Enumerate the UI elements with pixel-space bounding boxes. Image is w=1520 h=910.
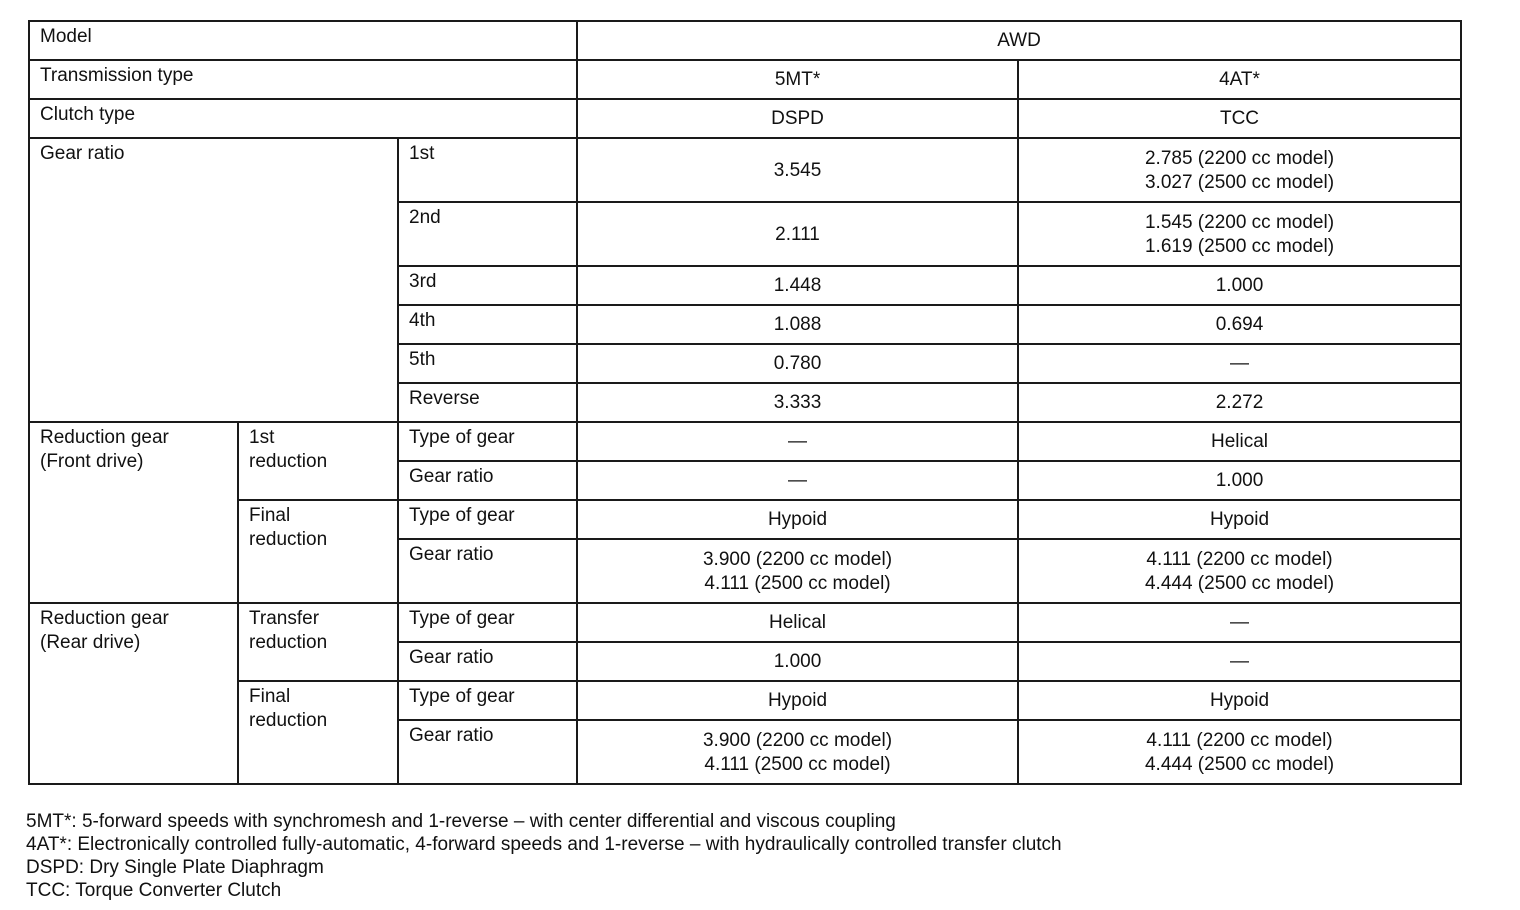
front-first-type-mt: — — [577, 422, 1018, 461]
gear-ratio-label: Gear ratio — [29, 138, 398, 422]
gear-name: 4th — [398, 305, 577, 344]
gear-name: 2nd — [398, 202, 577, 266]
gear-name: Reverse — [398, 383, 577, 422]
type-of-gear-label: Type of gear — [398, 422, 577, 461]
rear-transfer-type-row — [29, 603, 1461, 642]
front-final-reduction-label: Final reduction — [238, 500, 398, 603]
model-row — [29, 21, 1461, 60]
gear-row — [29, 138, 1461, 202]
gear-name: 1st — [398, 138, 577, 202]
rear-final-type-row — [29, 681, 1461, 720]
rear-final-ratio-at: 4.111 (2200 cc model) 4.444 (2500 cc model) — [1018, 720, 1461, 784]
gear-at-value: 2.272 — [1018, 383, 1461, 422]
rear-final-ratio-mt: 3.900 (2200 cc model) 4.111 (2500 cc model) — [577, 720, 1018, 784]
clutch-mt: DSPD — [577, 99, 1018, 138]
front-final-ratio-at: 4.111 (2200 cc model) 4.444 (2500 cc model) — [1018, 539, 1461, 603]
gear-mt-value: 1.088 — [577, 305, 1018, 344]
gear-ratio-sub-label: Gear ratio — [398, 642, 577, 681]
footnote-4at: 4AT*: Electronically controlled fully-automatic, 4-forward speeds and 1-reverse – with hydraulically controlled transfer clutch — [26, 834, 1062, 855]
gear-mt-value: 3.333 — [577, 383, 1018, 422]
rear-transfer-type-at: — — [1018, 603, 1461, 642]
footnote-tcc: TCC: Torque Converter Clutch — [26, 880, 282, 901]
transmission-mt: 5MT* — [577, 60, 1018, 99]
gear-at-value: 0.694 — [1018, 305, 1461, 344]
transmission-label: Transmission type — [29, 60, 577, 99]
rear-transfer-ratio-mt: 1.000 — [577, 642, 1018, 681]
rear-final-reduction-label: Final reduction — [238, 681, 398, 784]
front-first-ratio-mt: — — [577, 461, 1018, 500]
footnote-5mt: 5MT*: 5-forward speeds with synchromesh and 1-reverse – with center differential and viscous coupling — [26, 811, 896, 832]
clutch-row — [29, 99, 1461, 138]
type-of-gear-label: Type of gear — [398, 681, 577, 720]
footnote-dspd: DSPD: Dry Single Plate Diaphragm — [26, 857, 324, 878]
gear-at-value: — — [1018, 344, 1461, 383]
gear-mt-value: 0.780 — [577, 344, 1018, 383]
gear-name: 5th — [398, 344, 577, 383]
gear-at-value: 2.785 (2200 cc model) 3.027 (2500 cc model) — [1018, 138, 1461, 202]
rear-transfer-reduction-label: Transfer reduction — [238, 603, 398, 681]
clutch-at: TCC — [1018, 99, 1461, 138]
model-label: Model — [29, 21, 577, 60]
spec-table — [28, 20, 1462, 785]
front-final-ratio-mt: 3.900 (2200 cc model) 4.111 (2500 cc model) — [577, 539, 1018, 603]
front-final-type-at: Hypoid — [1018, 500, 1461, 539]
front-final-type-row — [29, 500, 1461, 539]
clutch-label: Clutch type — [29, 99, 577, 138]
gear-ratio-sub-label: Gear ratio — [398, 539, 577, 603]
footnotes — [26, 810, 1062, 902]
front-first-type-at: Helical — [1018, 422, 1461, 461]
front-final-type-mt: Hypoid — [577, 500, 1018, 539]
rear-final-type-at: Hypoid — [1018, 681, 1461, 720]
front-first-reduction-label: 1st reduction — [238, 422, 398, 500]
rear-drive-label: Reduction gear (Rear drive) — [29, 603, 238, 784]
gear-mt-value: 3.545 — [577, 138, 1018, 202]
front-first-ratio-at: 1.000 — [1018, 461, 1461, 500]
rear-transfer-ratio-at: — — [1018, 642, 1461, 681]
front-first-type-row — [29, 422, 1461, 461]
front-drive-label: Reduction gear (Front drive) — [29, 422, 238, 603]
transmission-at: 4AT* — [1018, 60, 1461, 99]
gear-mt-value: 2.111 — [577, 202, 1018, 266]
gear-at-value: 1.545 (2200 cc model) 1.619 (2500 cc model) — [1018, 202, 1461, 266]
type-of-gear-label: Type of gear — [398, 603, 577, 642]
gear-ratio-sub-label: Gear ratio — [398, 720, 577, 784]
type-of-gear-label: Type of gear — [398, 500, 577, 539]
rear-transfer-type-mt: Helical — [577, 603, 1018, 642]
gear-ratio-sub-label: Gear ratio — [398, 461, 577, 500]
gear-at-value: 1.000 — [1018, 266, 1461, 305]
rear-final-type-mt: Hypoid — [577, 681, 1018, 720]
gear-mt-value: 1.448 — [577, 266, 1018, 305]
model-value: AWD — [577, 21, 1461, 60]
transmission-row — [29, 60, 1461, 99]
gear-name: 3rd — [398, 266, 577, 305]
